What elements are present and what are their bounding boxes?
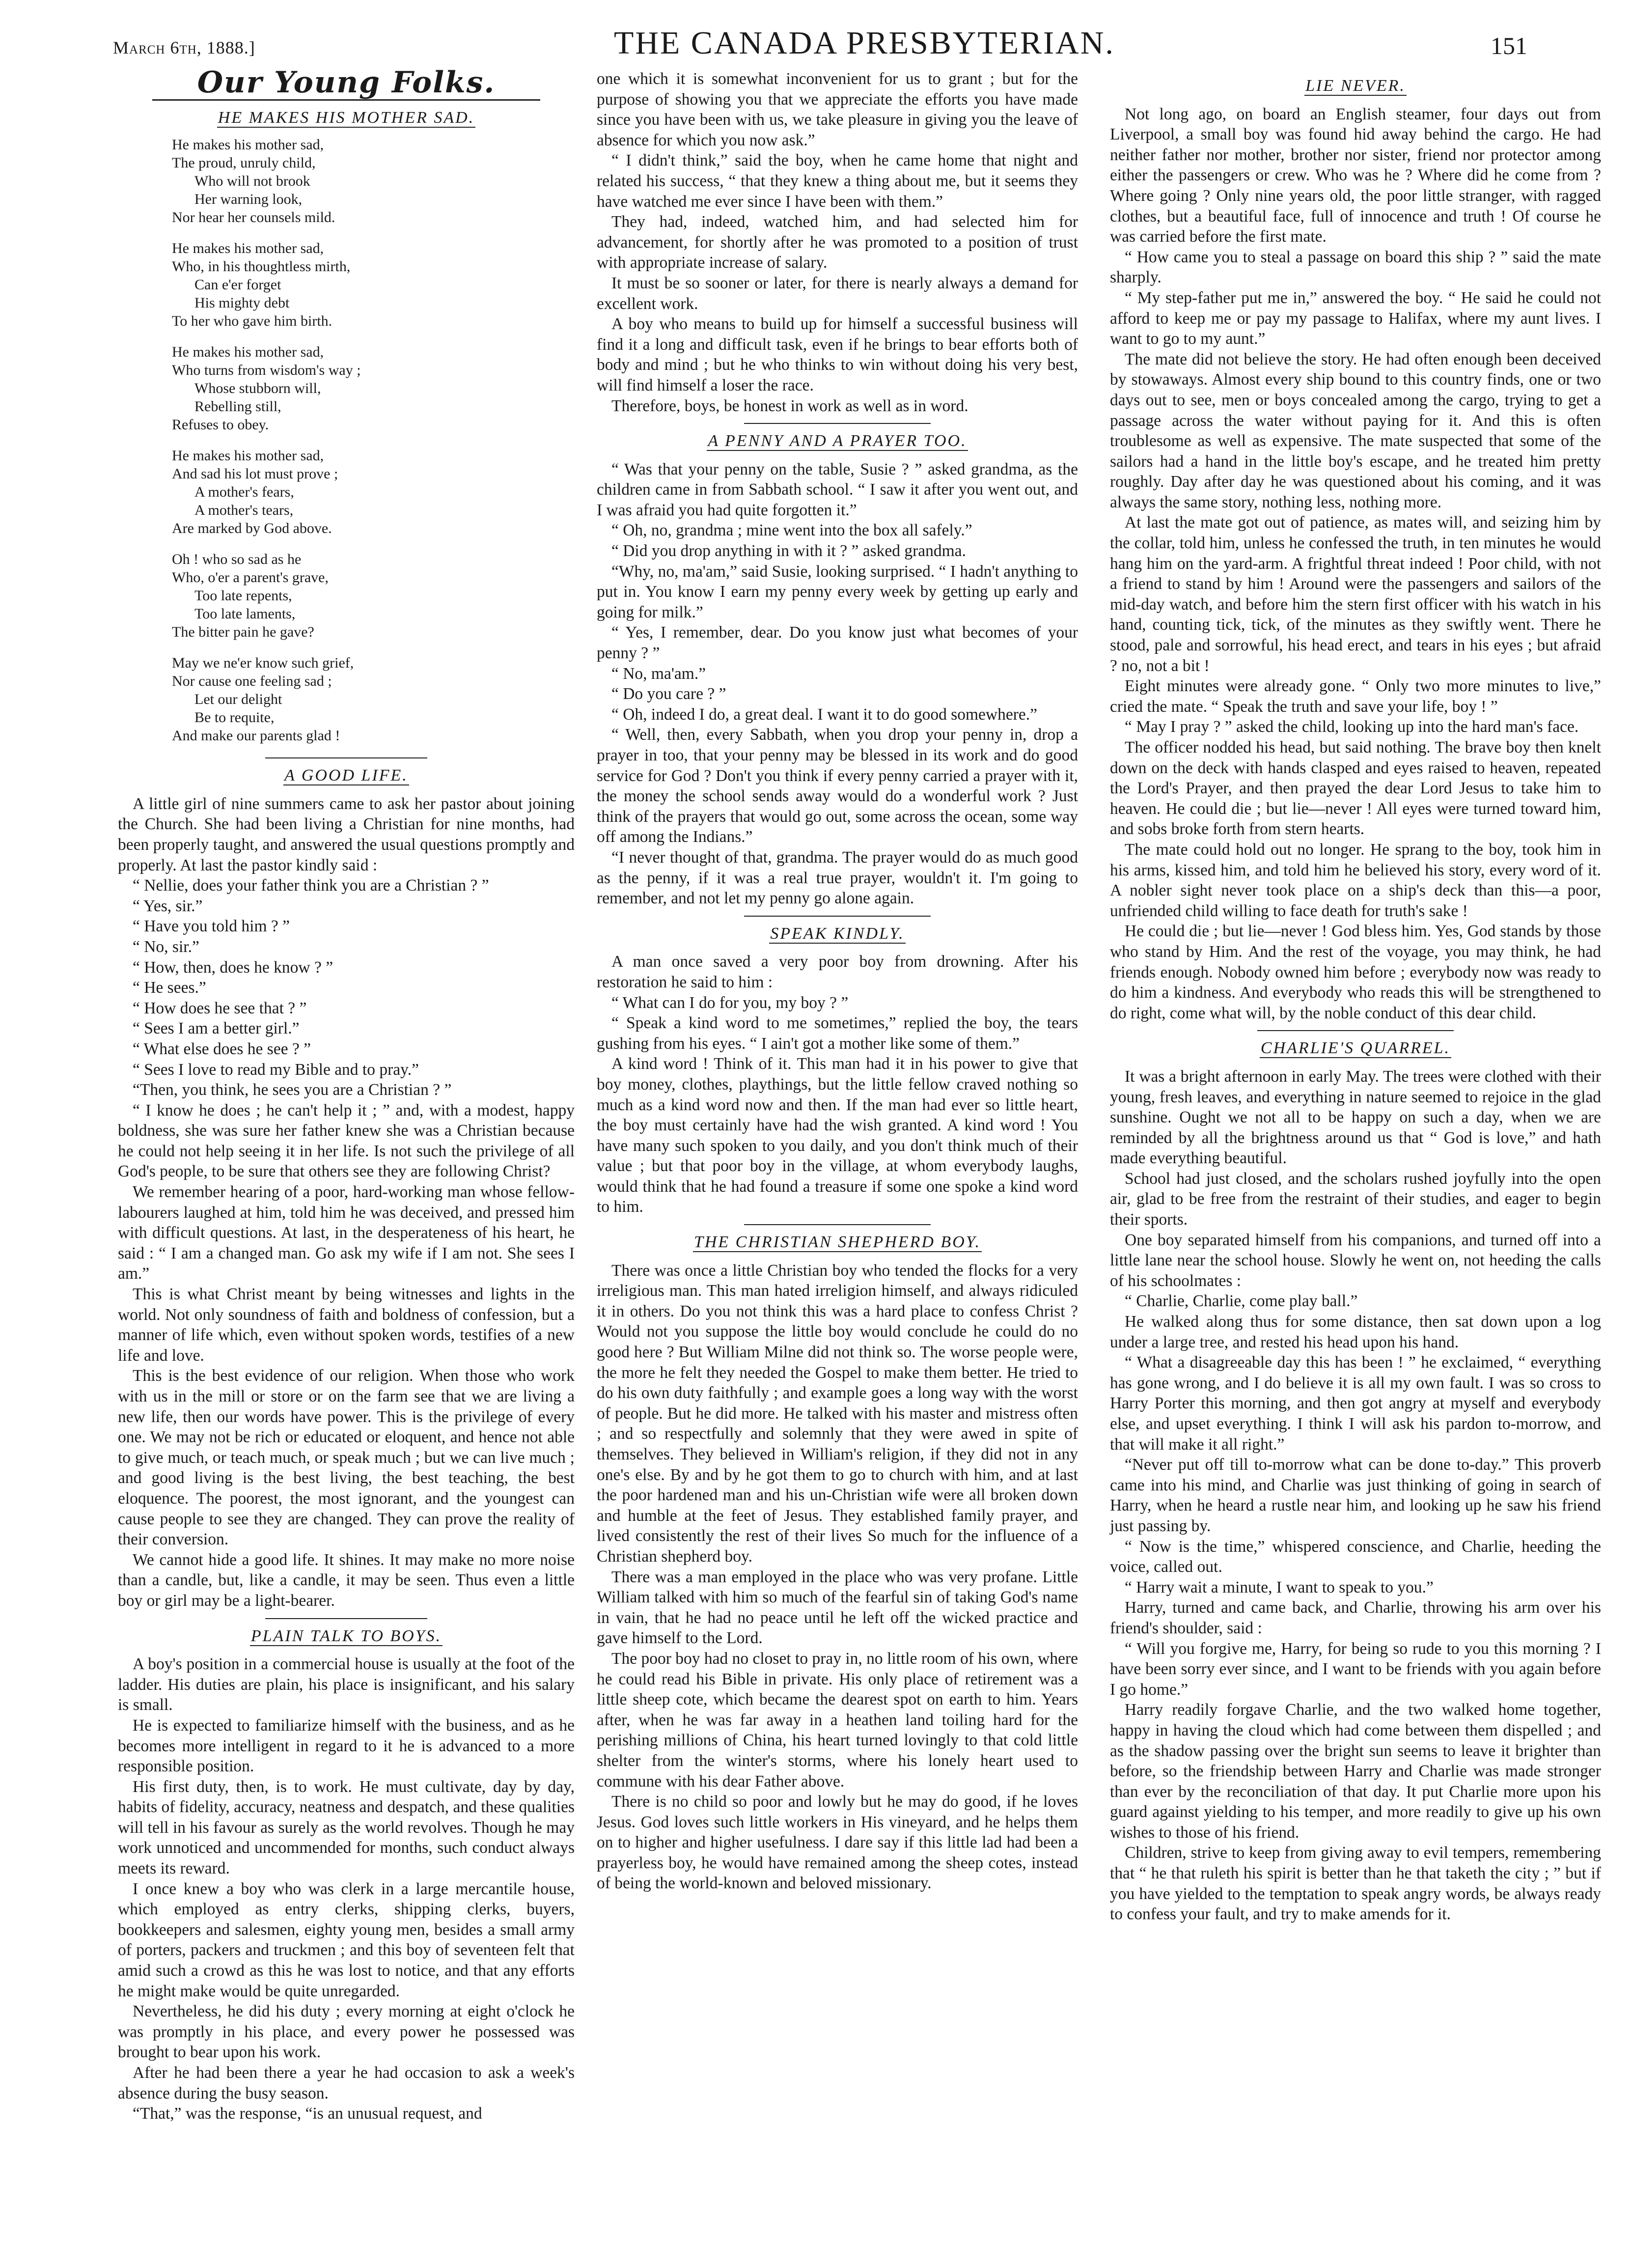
article-paragraph: His first duty, then, is to work. He must cultivate, day by day, habits of fidelity, accuracy, neatness and despatch, and these qualities will tell in his favour as surely as the world revolves. Though he may work unnoticed and uncommended for months, such conduct always meets its reward. bbox=[118, 1777, 575, 1878]
article-paragraph: “Why, no, ma'am,” said Susie, looking surprised. “ I hadn't anything to put in. You know I earn my penny every week by getting up early and going for milk.” bbox=[597, 562, 1078, 621]
poem-line: He makes his mother sad, bbox=[172, 344, 324, 361]
poem-line: May we ne'er know such grief, bbox=[172, 655, 354, 672]
article-paragraph: The officer nodded his head, but said nothing. The brave boy then knelt down on the deck with hands clasped and eyes raised to heaven, repeated the Lord's Prayer, and then prayed the dear Lord Jesus to take him to heaven. He could die ; but lie—never ! All eyes were turned toward him, and sobs broke forth from stern hearts. bbox=[1110, 738, 1601, 839]
article-paragraph: “ How, then, does he know ? ” bbox=[133, 958, 333, 977]
poem-line: The bitter pain he gave? bbox=[172, 624, 314, 641]
poem-line: He makes his mother sad, bbox=[172, 448, 324, 464]
article-paragraph: “ What else does he see ? ” bbox=[133, 1039, 311, 1058]
article-paragraph: School had just closed, and the scholars rushed joyfully into the open air, glad to be free from the restraint of their studies, and eager to begin their sports. bbox=[1110, 1169, 1601, 1229]
article-title: A PENNY AND A PRAYER TOO. bbox=[708, 432, 967, 450]
poem-line: Too late repents, bbox=[194, 588, 292, 604]
article-paragraph: It must be so sooner or later, for there is nearly always a demand for excellent work. bbox=[597, 274, 1078, 313]
article-paragraph: Eight minutes were already gone. “ Only two more minutes to live,” cried the mate. “ Speak the truth and save your life, boy ! ” bbox=[1110, 677, 1601, 716]
issue-date: March 6th, 1888.] bbox=[113, 38, 255, 57]
article-paragraph: “ Yes, I remember, dear. Do you know just what becomes of your penny ? ” bbox=[597, 623, 1078, 663]
page-number: 151 bbox=[1491, 32, 1527, 59]
article-paragraph: Harry readily forgave Charlie, and the two walked home together, happy in having the cloud which had come between them dispelled ; and as the shadow passing over the bright sun seems to leave it brighter than before, so the friendship between Harry and Charlie was made stronger than ever by the reconciliation of that day. It put Charlie more upon his guard against yielding to his temper, and more readily to give up his own wishes to those of his friend. bbox=[1110, 1701, 1601, 1842]
poem-line: A mother's fears, bbox=[194, 484, 294, 501]
article-paragraph: “ Oh, indeed I do, a great deal. I want it to do good somewhere.” bbox=[611, 705, 1037, 724]
poem-line: Who, o'er a parent's grave, bbox=[172, 569, 329, 586]
article-paragraph: Therefore, boys, be honest in work as well as in word. bbox=[611, 396, 968, 415]
article-paragraph: Nevertheless, he did his duty ; every morning at eight o'clock he was promptly in his place, and every power he possessed was brought to bear upon his work. bbox=[118, 2002, 575, 2062]
poem-line: Who turns from wisdom's way ; bbox=[172, 362, 361, 379]
poem-line: Who will not brook bbox=[194, 173, 310, 190]
article-paragraph: This is the best evidence of our religion. When those who work with us in the mill or store or on the farm see that we are living a new life, then our words have power. This is the privilege of every one. We may not be rich or educated or eloquent, and hence not able to give much, or teach much, or speak much ; but we can live much ; and good living is the best living, the best teaching, the best eloquence. The poorest, the most ignorant, and the youngest can cause people to see they are changed. They can prove the reality of their conversion. bbox=[118, 1367, 575, 1549]
article-paragraph: He could die ; but lie—never ! God bless him. Yes, God stands by those who stand by Him. And the rest of the voyage, you may think, he had friends enough. Nobody owned him before ; everybody now was ready to do him a kindness. And everybody who reads this will be strengthened to do right, come what will, by the noble conduct of this dear child. bbox=[1110, 922, 1601, 1022]
poem-stanza bbox=[172, 343, 575, 434]
article-paragraph: This is what Christ meant by being witnesses and lights in the world. Not only soundness of faith and boldness of confession, but a manner of life which, even without spoken words, testifies of a new life and love. bbox=[118, 1285, 575, 1365]
article-paragraph: A little girl of nine summers came to ask her pastor about joining the Church. She had been living a Christian for nine months, had been properly taught, and answered the usual questions promptly and properly. At last the pastor kindly said : bbox=[118, 794, 575, 874]
column-1 bbox=[118, 65, 575, 2124]
article-paragraph: A kind word ! Think of it. This man had it in his power to give that boy money, clothes, playthings, but the little fellow craved nothing so much as a kind word now and then. If the man had ever so little heart, the boy must certainly have had the wish granted. A kind word ! You have many such spoken to you daily, and you don't think much of their value ; but that poor boy in the village, at whom everybody laughs, would think that he had found a treasure if some one spoke a kind word to him. bbox=[597, 1055, 1078, 1216]
article-paragraph: The mate could hold out no longer. He sprang to the boy, took him in his arms, kissed him, and told him he believed his story, every word of it. A nobler sight never took place on a ship's deck than this—a poor, unfriended child willing to face death for truth's sake ! bbox=[1110, 840, 1601, 920]
poem-line: To her who gave him birth. bbox=[172, 313, 332, 330]
poem-line: And sad his lot must prove ; bbox=[172, 466, 338, 482]
article-paragraph: “ Speak a kind word to me sometimes,” replied the boy, the tears gushing from his eyes. “ I ain't got a mother like some of them.” bbox=[597, 1014, 1078, 1053]
poem-stanza bbox=[172, 654, 575, 745]
article-paragraph: “ How does he see that ? ” bbox=[133, 999, 307, 1017]
article-paragraph: I once knew a boy who was clerk in a large mercantile house, which employed as entry clerks, shipping clerks, buyers, bookkeepers and salesmen, eighty young men, besides a small army of porters, packers and truckmen ; and this boy of seventeen felt that amid such a crowd as this he was lost to notice, and that any efforts he might make would be quite unregarded. bbox=[118, 1879, 575, 2000]
divider bbox=[265, 757, 427, 758]
poem-line: He makes his mother sad, bbox=[172, 240, 324, 257]
poem-line: Rebelling still, bbox=[194, 398, 281, 415]
divider bbox=[744, 916, 931, 917]
article-paragraph: “ What can I do for you, my boy ? ” bbox=[611, 993, 849, 1012]
poem-line: His mighty debt bbox=[194, 295, 290, 311]
poem-line: Nor cause one feeling sad ; bbox=[172, 673, 332, 690]
poem-line: The proud, unruly child, bbox=[172, 155, 316, 171]
article-paragraph: one which it is somewhat inconvenient for us to grant ; but for the purpose of showing you that we appreciate the efforts you have made since you have been with us, we take pleasure in giving you the leave of absence for which you now ask.” bbox=[597, 70, 1078, 149]
section-title: Our Young Folks. bbox=[197, 65, 496, 100]
article-paragraph: “ May I pray ? ” asked the child, looking up into the hard man's face. bbox=[1125, 718, 1579, 736]
article-paragraph: We remember hearing of a poor, hard-working man whose fellow-labourers laughed at him, told him he was deceived, and pressed him with difficult questions. At last, in the desperateness of his heart, he said : “ I am a changed man. Go ask my wife if I am not. She sees I am.” bbox=[118, 1183, 575, 1283]
article-paragraph: A boy's position in a commercial house is usually at the foot of the ladder. His duties are plain, his place is insignificant, and his salary is small. bbox=[118, 1655, 575, 1714]
poem-title: HE MAKES HIS MOTHER SAD. bbox=[218, 108, 475, 127]
article-paragraph: Children, strive to keep from giving away to evil tempers, remembering that “ he that ruleth his spirit is better than he that taketh the city ; ” but if you have yielded to the temptation to speak angry words, be always ready to confess your fault, and try to make amends for it. bbox=[1110, 1844, 1601, 1924]
article-paragraph: They had, indeed, watched him, and had selected him for advancement, for shortly after he was promoted to a position of trust with appropriate increase of salary. bbox=[597, 213, 1078, 272]
article-paragraph: He walked along thus for some distance, then sat down upon a log under a large tree, and rested his head upon his hand. bbox=[1110, 1313, 1601, 1351]
article-paragraph: “ Have you told him ? ” bbox=[133, 917, 290, 936]
poem-line: Let our delight bbox=[194, 691, 282, 708]
article-paragraph: The mate did not believe the story. He had often enough been deceived by stowaways. Almost every ship bound to this country finds, one or two days out to see, men or boys concealed among the cargo, trying to get a passage across the water without paying for it. And this is often troublesome as well as expensive. The mate suspected that some of the sailors had a hand in the little boy's escape, and he treated him pretty roughly. Day after day he was questioned about his coming, and it was always the same story, nothing less, nothing more. bbox=[1110, 350, 1601, 511]
poem-line: Nor hear her counsels mild. bbox=[172, 209, 335, 226]
article-paragraph: It was a bright afternoon in early May. The trees were clothed with their young, fresh leaves, and everything in nature seemed to rejoice in the glad sunshine. Ought we not all to be happy on such a day, when we are reminded by all the brightness around us that “ God is love,” and hath made everything beautiful. bbox=[1110, 1067, 1601, 1168]
poem-line: A mother's tears, bbox=[194, 502, 294, 519]
article-paragraph: He is expected to familiarize himself with the business, and as he becomes more intelligent in regard to it he is advanced to a more responsible position. bbox=[118, 1716, 575, 1776]
article-title: LIE NEVER. bbox=[1305, 77, 1406, 95]
poem-line: He makes his mother sad, bbox=[172, 137, 324, 153]
poem-line: Who, in his thoughtless mirth, bbox=[172, 258, 351, 275]
article-paragraph: “That,” was the response, “is an unusual request, and bbox=[133, 2104, 482, 2123]
article-paragraph: “ Harry wait a minute, I want to speak to you.” bbox=[1125, 1578, 1434, 1596]
article-paragraph: “ How came you to steal a passage on board this ship ? ” said the mate sharply. bbox=[1110, 248, 1601, 287]
article-title: THE CHRISTIAN SHEPHERD BOY. bbox=[693, 1233, 981, 1252]
masthead bbox=[98, 25, 1542, 69]
divider bbox=[744, 423, 931, 424]
divider bbox=[1257, 1030, 1454, 1031]
poem-stanza bbox=[172, 447, 575, 537]
article-paragraph: We cannot hide a good life. It shines. It may make no more noise than a candle, but, like a candle, it may be seen. Thus even a little boy or girl may be a light-bearer. bbox=[118, 1550, 575, 1610]
article-paragraph: After he had been there a year he had occasion to ask a week's absence during the busy season. bbox=[118, 2064, 575, 2102]
article-title: PLAIN TALK TO BOYS. bbox=[250, 1626, 442, 1645]
article-paragraph: “ I didn't think,” said the boy, when he came home that night and related his success, “ that they knew a thing about me, but it seems they have watched me ever since I have been with them.” bbox=[597, 151, 1078, 211]
article-title: A GOOD LIFE. bbox=[284, 766, 408, 785]
article-paragraph: “ He sees.” bbox=[133, 979, 206, 997]
article-paragraph: “ Sees I love to read my Bible and to pray.” bbox=[133, 1060, 419, 1079]
article-paragraph: “Never put off till to-morrow what can be done to-day.” This proverb came into his mind, and Charlie was just thinking of going in search of Harry, when he heard a rustle near him, and looking up he saw his friend just passing by. bbox=[1110, 1456, 1601, 1535]
divider bbox=[265, 1618, 427, 1619]
article-title: SPEAK KINDLY. bbox=[770, 924, 905, 943]
article-paragraph: There is no child so poor and lowly but he may do good, if he loves Jesus. God loves such little workers in His vineyard, and he helps them on to higher and higher usefulness. I dare say if this little lad had been a prayerless boy, he would have remained among the sheep cotes, instead of being the world-known and beloved missionary. bbox=[597, 1792, 1078, 1893]
poem-line: Be to requite, bbox=[194, 709, 275, 726]
newspaper-title: THE CANADA PRESBYTERIAN. bbox=[614, 25, 1115, 61]
article-paragraph: “ Oh, no, grandma ; mine went into the box all safely.” bbox=[611, 521, 972, 540]
article-paragraph: “ No, ma'am.” bbox=[611, 664, 706, 683]
column-3 bbox=[1110, 69, 1601, 1925]
poem bbox=[172, 136, 575, 745]
poem-line: Oh ! who so sad as he bbox=[172, 551, 302, 568]
article-paragraph: “ Nellie, does your father think you are a Christian ? ” bbox=[133, 876, 489, 895]
column-2 bbox=[597, 69, 1078, 1894]
article-paragraph: “ Did you drop anything in with it ? ” asked grandma. bbox=[611, 542, 966, 560]
poem-line: Her warning look, bbox=[194, 191, 303, 208]
poem-line: Are marked by God above. bbox=[172, 520, 332, 537]
poem-line: Can e'er forget bbox=[194, 277, 281, 293]
article-paragraph: Not long ago, on board an English steamer, four days out from Liverpool, a small boy was found hid away behind the cargo. He had neither father nor mother, brother nor sister, friend nor protector among either the passengers or crew. Who was he ? Where did he come from ? Where going ? Only nine years old, the poor little stranger, with ragged clothes, but a beautiful face, full of innocence and truth ! Of course he was carried before the first mate. bbox=[1110, 105, 1601, 246]
article-paragraph: “ Was that your penny on the table, Susie ? ” asked grandma, as the children came in from Sabbath school. “ I saw it after you went out, and I was afraid you had quite forgotten it.” bbox=[597, 460, 1078, 519]
article-paragraph: The poor boy had no closet to pray in, no little room of his own, where he could read his Bible in private. His only place of retirement was a little sheep cote, which became the dearest spot on earth to him. Years after, when he was far away in a heathen land toiling hard for the perishing millions of China, his heart turned lovingly to that cold little shelter from the winter's storms, where his lonely heart used to commune with his dear Father above. bbox=[597, 1649, 1078, 1791]
article-paragraph: Harry, turned and came back, and Charlie, throwing his arm over his friend's shoulder, said : bbox=[1110, 1598, 1601, 1637]
article-paragraph: A man once saved a very poor boy from drowning. After his restoration he said to him : bbox=[597, 952, 1078, 991]
article-paragraph: “ I know he does ; he can't help it ; ” and, with a modest, happy boldness, she was sure her father knew she was a Christian because he could not help seeing it in her life. Is not such the privilege of all God's people, to be sure that others see they are following Christ? bbox=[118, 1101, 575, 1181]
poem-stanza bbox=[172, 550, 575, 641]
poem-line: Refuses to obey. bbox=[172, 417, 269, 433]
article-paragraph: “ Sees I am a better girl.” bbox=[133, 1019, 300, 1038]
poem-line: And make our parents glad ! bbox=[172, 728, 340, 744]
article-paragraph: “I never thought of that, grandma. The prayer would do as much good as the penny, if it was a real true prayer, wouldn't it. I'm going to remember, and not let my penny go alone again. bbox=[597, 848, 1078, 908]
article-paragraph: “ What a disagreeable day this has been ! ” he exclaimed, “ everything has gone wrong, and I do believe it is all my own fault. I was so cross to Harry Porter this morning, and then got angry at myself and everybody else, and upset everything. I think I will ask his pardon to-morrow, and that will make it all right.” bbox=[1110, 1353, 1601, 1454]
article-title: CHARLIE'S QUARREL. bbox=[1260, 1039, 1451, 1058]
article-paragraph: “ My step-father put me in,” answered the boy. “ He said he could not afford to keep me or pay my passage to Halifax, where my aunt lives. I want to go to my aunt.” bbox=[1110, 288, 1601, 348]
poem-stanza bbox=[172, 136, 575, 226]
article-paragraph: “ Will you forgive me, Harry, for being so rude to you this morning ? I have been sorry ever since, and I want to be friends with you again before I go home.” bbox=[1110, 1639, 1601, 1699]
article-paragraph: “ Do you care ? ” bbox=[611, 685, 726, 703]
article-paragraph: “ Well, then, every Sabbath, when you drop your penny in, drop a prayer in too, that your penny may be blessed in its work and do good service for God ? Don't you think if every penny carried a prayer with it, the money the school sends away would do a wonderful work ? Just think of the prayers that would go out, some across the ocean, some way off among the Indians.” bbox=[597, 726, 1078, 846]
poem-line: Whose stubborn will, bbox=[194, 380, 321, 397]
article-paragraph: There was a man employed in the place who was very profane. Little William talked with him so much of the fearful sin of taking God's name in vain, that he had no peace until he left off the wicked practice and gave himself to the Lord. bbox=[597, 1568, 1078, 1648]
article-paragraph: “ No, sir.” bbox=[133, 937, 199, 956]
article-paragraph: “ Charlie, Charlie, come play ball.” bbox=[1125, 1292, 1358, 1311]
poem-line: Too late laments, bbox=[194, 606, 296, 622]
article-paragraph: “ Now is the time,” whispered conscience, and Charlie, heeding the voice, called out. bbox=[1110, 1537, 1601, 1576]
article-paragraph: A boy who means to build up for himself a successful business will find it a long and difficult task, even if he brings to bear efforts both of body and mind ; but he who thinks to win without doing his very best, will find himself a loser the race. bbox=[597, 315, 1078, 394]
article-paragraph: At last the mate got out of patience, as mates will, and seizing him by the collar, told him, unless he confessed the truth, in ten minutes he would hang him on the yard-arm. A frightful threat indeed ! Poor child, with not a friend to stand by him ! Around were the passengers and sailors of the mid-day watch, and before him the stern first officer with his watch in his hand, counting tick, tick, of the minutes as they swiftly went. There he stood, pale and sorrowful, his head erect, and tears in his eyes ; but afraid ? no, not a bit ! bbox=[1110, 513, 1601, 675]
divider bbox=[744, 1224, 931, 1225]
article-paragraph: “Then, you think, he sees you are a Christian ? ” bbox=[133, 1081, 452, 1099]
article-paragraph: One boy separated himself from his companions, and turned off into a little lane near the school house. Slowly he went on, not heeding the calls of his schoolmates : bbox=[1110, 1231, 1601, 1290]
article-paragraph: “ Yes, sir.” bbox=[133, 896, 203, 915]
poem-stanza bbox=[172, 239, 575, 330]
article-paragraph: There was once a little Christian boy who tended the flocks for a very irreligious man. This man hated irreligion himself, and always ridiculed it in others. Do you not think this was a hard place to confess Christ ? Would not you suppose the little boy would conclude he could do no good here ? But William Milne did not think so. The worse people were, the more he felt they needed the Gospel to make them better. He tried to do his own duty faithfully ; and example goes a long way with the worst of people. But he did more. He talked with his master and mistress often ; and so respectfully and solemnly that they were awed in spite of themselves. They believed in William's religion, if they did not in any one's else. By and by he got them to go to church with him, and at last the poor hardened man and his un-Christian wife were all broken down and humble at the feet of Jesus. They established family prayer, and lived consistently the rest of their lives So much for the influence of a Christian shepherd boy. bbox=[597, 1261, 1078, 1566]
